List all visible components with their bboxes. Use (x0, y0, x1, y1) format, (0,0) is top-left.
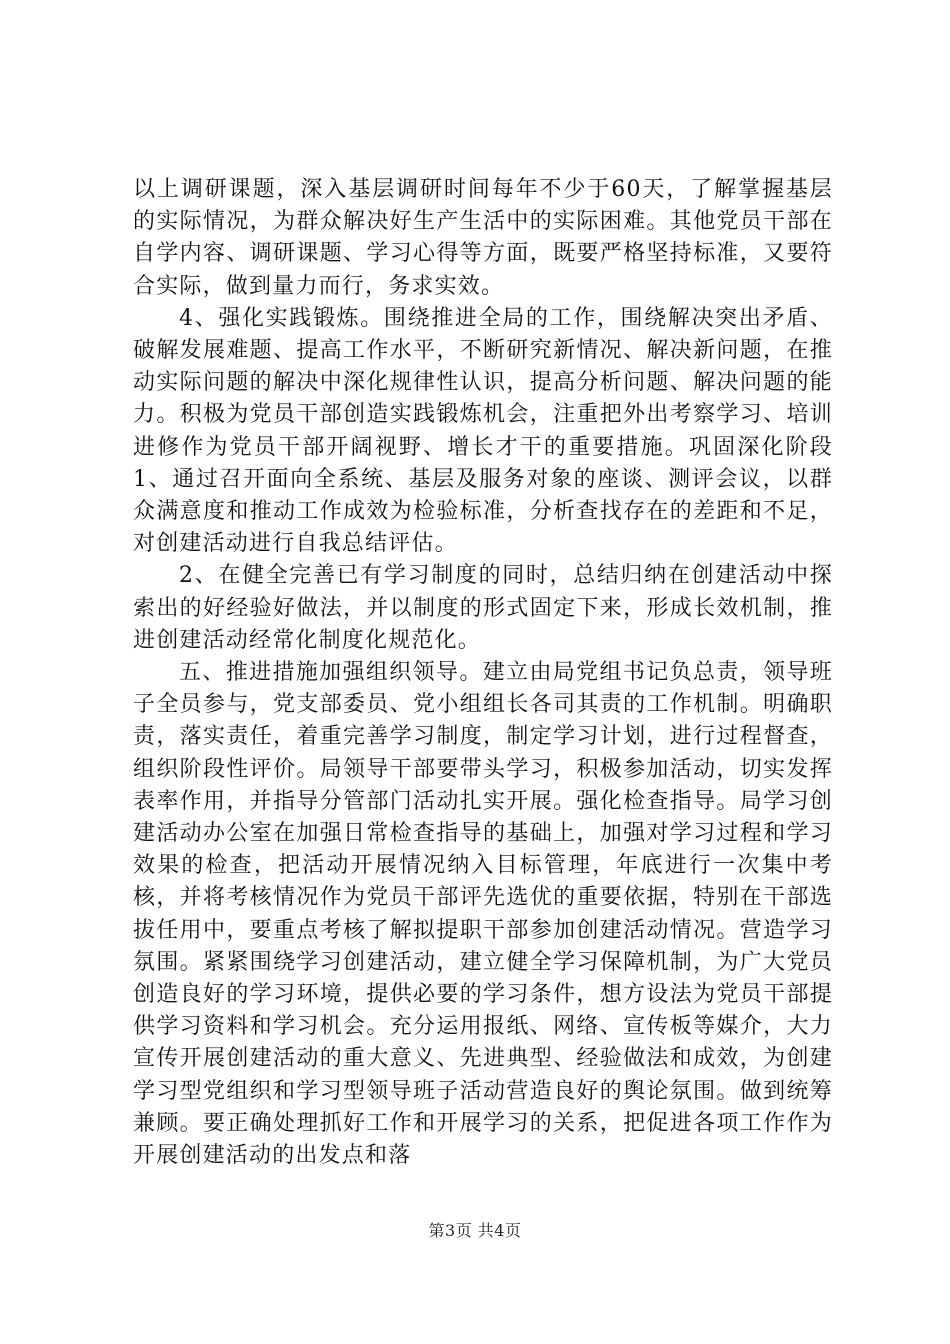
body-paragraph: 以上调研课题，深入基层调研时间每年不少于60天，了解掌握基层的实际情况，为群众解决好生产生活中的实际困难。其他党员干部在自学内容、调研课题、学习心得等方面，既要严格坚持标准，又要符合实际，做到量力而行，务求实效。 (133, 177, 833, 299)
body-paragraph: 五、推进措施加强组织领导。建立由局党组书记负总责，领导班子全员参与，党支部委员、党小组组长各司其责的工作机制。明确职责，落实责任，着重完善学习制度，制定学习计划，进行过程督查，组织阶段性评价。局领导干部要带头学习，积极参加活动，切实发挥表率作用，并指导分管部门活动扎实开展。强化检查指导。局学习创建活动办公室在加强日常检查指导的基础上，加强对学习过程和学习效果的检查，把活动开展情况纳入目标管理，年底进行一次集中考核，并将考核情况作为党员干部评先选优的重要依据，特别在干部选拔任用中，要重点考核了解拟提职干部参加创建活动情况。营造学习氛围。紧紧围绕学习创建活动，建立健全学习保障机制，为广大党员创造良好的学习环境，提供必要的学习条件，想方设法为党员干部提供学习资料和学习机会。充分运用报纸、网络、宣传板等媒介，大力宣传开展创建活动的重大意义、先进典型、经验做法和成效，为创建学习型党组织和学习型领导班子活动营造良好的舆论氛围。做到统筹兼顾。要正确处理抓好工作和开展学习的关系，把促进各项工作作为开展创建活动的出发点和落 (133, 660, 833, 1169)
document-body (133, 174, 833, 1172)
body-paragraph: 4、强化实践锻炼。围绕推进全局的工作，围绕解决突出矛盾、破解发展难题、提高工作水平，不断研究新情况、解决新问题，在推动实际问题的解决中深化规律性认识，提高分析问题、解决问题的能力。积极为党员干部创造实践锻炼机会，注重把外出考察学习、培训进修作为党员干部开阔视野、增长才干的重要措施。巩固深化阶段1、通过召开面向全系统、基层及服务对象的座谈、测评会议，以群众满意度和推动工作成效为检验标准，分析查找存在的差距和不足，对创建活动进行自我总结评估。 (133, 305, 833, 557)
page-number-footer: 第3页 共4页 (428, 1221, 522, 1240)
body-paragraph: 2、在健全完善已有学习制度的同时，总结归纳在创建活动中探索出的好经验好做法，并以制度的形式固定下来，形成长效机制，推进创建活动经常化制度化规范化。 (133, 563, 833, 653)
